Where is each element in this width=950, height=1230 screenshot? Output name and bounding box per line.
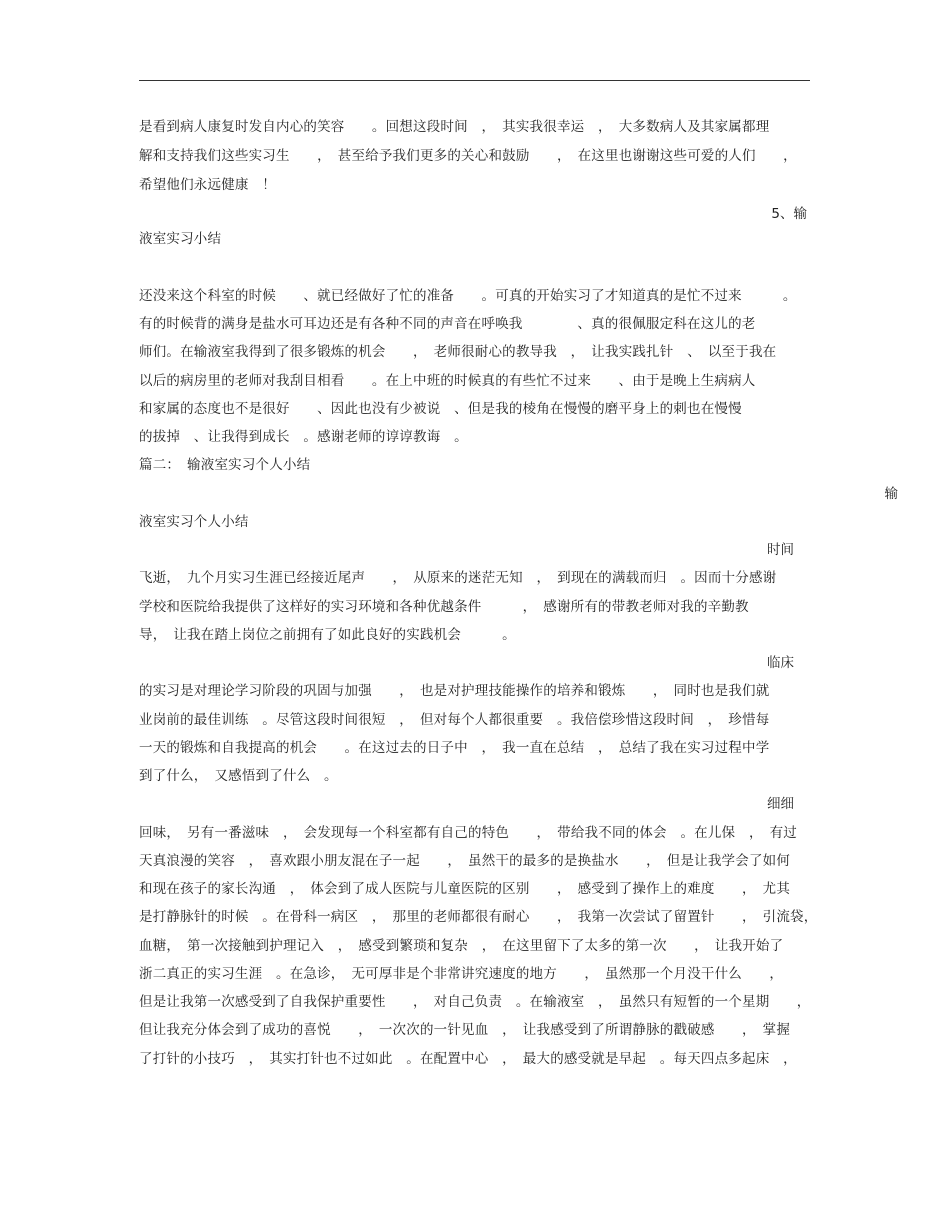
text-line: 浙二真正的实习生涯 。在急诊， 无可厚非是个非常讲究速度的地方 ， 虽然那一个月没干什么 ， (139, 966, 784, 982)
text-line: 师们。在输液室我得到了很多锻炼的机会 ， 老师很耐心的教导我 ， 让我实践扎针 、 以至于我在 (139, 344, 777, 360)
text-line: 飞逝， 九个月实习生涯已经接近尾声 ， 从原来的迷茫无知 ， 到现在的满载而归 。因而十分感谢 (139, 570, 777, 586)
text-line: 的拔掉 、让我得到成长 。感谢老师的谆谆教诲 。 (139, 429, 468, 445)
text-line: 有的时候背的满身是盐水可耳边还是有各种不同的声音在呼唤我 、真的很佩服定科在这儿的老 (139, 316, 756, 332)
text-line: 但是让我第一次感受到了自我保护重要性 ， 对自己负责 。在输液室 ， 虽然只有短暂的一个星期 ， (139, 994, 811, 1010)
text-line: 是打静脉针的时候 。在骨科一病区 ， 那里的老师都很有耐心 ， 我第一次尝试了留置针 ， 引流袋， (139, 909, 818, 925)
text-line: 业岗前的最佳训练 。尽管这段时间很短 ， 但对每个人都很重要 。我倍偿珍惜这段时间 ， 珍惜每 (139, 712, 770, 728)
right-fragment: 时间 (767, 542, 794, 558)
right-fragment: 细细 (767, 796, 794, 812)
header-rule (139, 80, 810, 81)
text-line: 还没来这个科室的时候 、就已经做好了忙的准备 。可真的开始实习了才知道真的是忙不过来 。 (139, 288, 797, 304)
right-fragment: 临床 (767, 655, 794, 671)
text-line: 回味， 另有一番滋味 ， 会发现每一个科室都有自己的特色 ， 带给我不同的体会 。在儿保 ， 有过 (139, 825, 797, 841)
text-line: 液室实习个人小结 (139, 514, 249, 530)
text-line: 血糖， 第一次接触到护理记入 ， 感受到繁琐和复杂 ， 在这里留下了太多的第一次 ， 让我开始了 (139, 938, 784, 954)
right-fragment: 输 (884, 486, 898, 502)
text-line: 液室实习小结 (139, 231, 222, 247)
text-line: 希望他们永远健康 ！ (139, 177, 276, 193)
text-line: 解和支持我们这些实习生 ， 甚至给予我们更多的关心和鼓励 ， 在这里也谢谢这些可爱的人们 ， (139, 148, 797, 164)
text-line: 和现在孩子的家长沟通 ， 体会到了成人医院与儿童医院的区别 ， 感受到了操作上的难度 ， 尤其 (139, 881, 791, 897)
text-line: 学校和医院给我提供了这样好的实习环境和各种优越条件 ， 感谢所有的带教老师对我的辛勤教 (139, 599, 749, 615)
text-line: 的实习是对理论学习阶段的巩固与加强 ， 也是对护理技能操作的培养和锻炼 ， 同时也是我们就 (139, 683, 770, 699)
text-line: 了打针的小技巧 ， 其实打针也不过如此 。在配置中心 ， 最大的感受就是早起 。每天四点多起床 ， (139, 1051, 797, 1067)
text-line: 但让我充分体会到了成功的喜悦 ， 一次次的一针见血 ， 让我感受到了所谓静脉的戳破感 ， 掌握 (139, 1022, 791, 1038)
right-fragment: 5、输 (771, 206, 807, 222)
text-line: 到了什么， 又感悟到了什么 。 (139, 768, 338, 784)
text-line: 导， 让我在踏上岗位之前拥有了如此良好的实践机会 。 (139, 627, 516, 643)
text-line: 天真浪漫的笑容 ， 喜欢跟小朋友混在子一起 ， 虽然干的最多的是换盐水 ， 但是让我学会了如何 (139, 853, 791, 869)
text-line: 一天的锻炼和自我提高的机会 。在这过去的日子中 ， 我一直在总结 ， 总结了我在实习过程中学 (139, 740, 770, 756)
text-line: 以后的病房里的老师对我刮目相看 。在上中班的时候真的有些忙不过来 、由于是晚上生病病人 (139, 373, 756, 389)
text-line: 和家属的态度也不是很好 、因此也没有少被说 、但是我的棱角在慢慢的磨平身上的刺也在慢慢 (139, 401, 742, 417)
text-line: 是看到病人康复时发自内心的笑容 。回想这段时间 ， 其实我很幸运 ， 大多数病人及其家属都理 (139, 119, 770, 135)
section-heading: 篇二： 输液室实习个人小结 (139, 457, 311, 473)
